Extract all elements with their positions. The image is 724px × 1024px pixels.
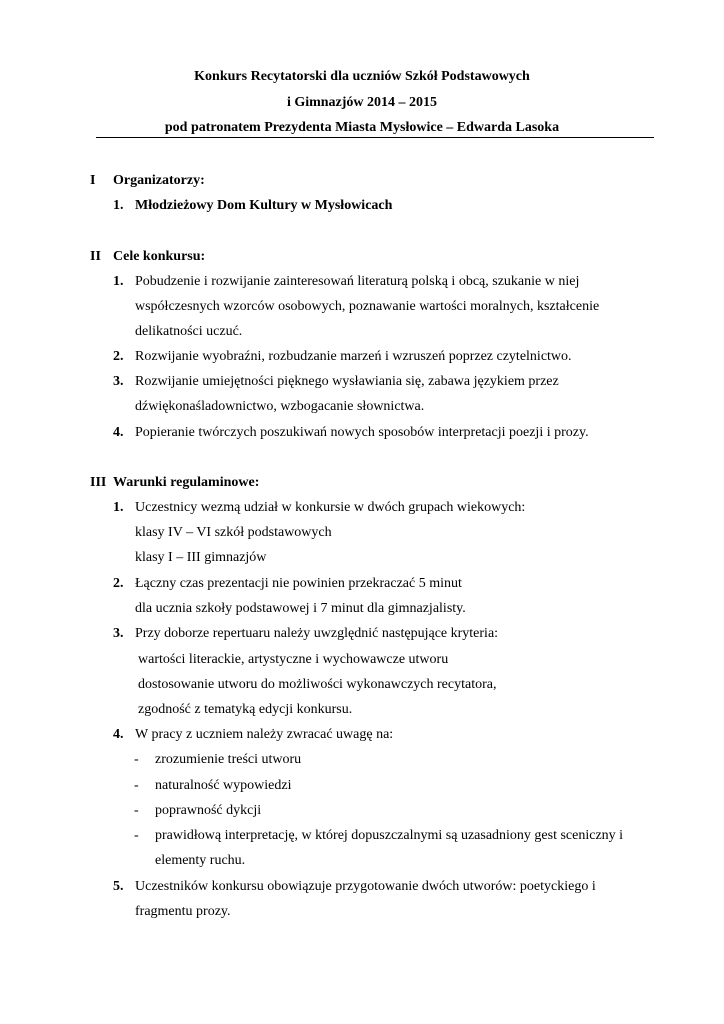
- bullet-item-2: naturalność wypowiedzi: [155, 778, 292, 793]
- section-2-item-4-line-1: Popieranie twórczych poszukiwań nowych sposobów interpretacji poezji i prozy.: [135, 425, 589, 440]
- section-3-item-5-number: 5.: [113, 879, 124, 894]
- title-line-1: Konkurs Recytatorski dla uczniów Szkół Podstawowych: [194, 69, 530, 84]
- section-2-item-2-line-1: Rozwijanie wyobraźni, rozbudzanie marzeń i wzruszeń poprzez czytelnictwo.: [135, 349, 572, 364]
- section-3-item-3-line-2: wartości literackie, artystyczne i wychowawcze utworu: [138, 652, 449, 667]
- section-2-item-2-number: 2.: [113, 349, 124, 364]
- section-3-item-3-line-4: zgodność z tematyką edycji konkursu.: [138, 702, 353, 717]
- section-3-item-3-number: 3.: [113, 626, 124, 641]
- section-2-item-3-number: 3.: [113, 374, 124, 389]
- section-3-item-2-line-2: dla ucznia szkoły podstawowej i 7 minut dla gimnazjalisty.: [135, 601, 466, 616]
- section-3-item-1-line-2: klasy IV – VI szkół podstawowych: [135, 525, 332, 540]
- bullet-item-4-line-2: elementy ruchu.: [155, 853, 246, 868]
- header-divider: [96, 137, 654, 138]
- section-2-item-1-number: 1.: [113, 274, 124, 289]
- title-line-3: pod patronatem Prezydenta Miasta Mysłowice – Edwarda Lasoka: [164, 120, 560, 135]
- section-3-item-1-number: 1.: [113, 500, 124, 515]
- section-3-item-3-line-1: Przy doborze repertuaru należy uwzględnić następujące kryteria:: [135, 626, 499, 641]
- bullet-item-3: poprawność dykcji: [155, 803, 262, 818]
- section-1-numeral: I: [90, 173, 96, 188]
- section-1-item-1-number: 1.: [113, 198, 124, 213]
- section-3-item-4-number: 4.: [113, 727, 124, 742]
- section-3-heading: Warunki regulaminowe:: [113, 475, 260, 490]
- section-3-item-1-line-1: Uczestnicy wezmą udział w konkursie w dwóch grupach wiekowych:: [135, 500, 526, 515]
- section-2-item-1-line-1: Pobudzenie i rozwijanie zainteresowań literaturą polską i obcą, szukanie w niej: [135, 274, 580, 289]
- section-2-item-1-line-3: delikatności uczuć.: [135, 324, 243, 339]
- section-1-heading: Organizatorzy:: [113, 173, 205, 188]
- section-3-item-2-line-1: Łączny czas prezentacji nie powinien przekraczać 5 minut: [135, 576, 462, 591]
- section-1-item-1: Młodzieżowy Dom Kultury w Mysłowicach: [135, 198, 393, 213]
- section-3-numeral: III: [90, 475, 107, 490]
- section-2-numeral: II: [90, 249, 101, 264]
- bullet-dash: -: [134, 778, 139, 793]
- bullet-dash: -: [134, 828, 139, 843]
- section-3-item-2-number: 2.: [113, 576, 124, 591]
- section-2-item-1-line-2: współczesnych wzorców osobowych, poznawanie wartości moralnych, kształcenie: [135, 299, 600, 314]
- section-3-item-5-line-1: Uczestników konkursu obowiązuje przygotowanie dwóch utworów: poetyckiego i: [135, 879, 596, 894]
- section-3-item-3-line-3: dostosowanie utworu do możliwości wykonawczych recytatora,: [138, 677, 497, 692]
- bullet-item-1: zrozumienie treści utworu: [155, 752, 302, 767]
- section-2-item-3-line-1: Rozwijanie umiejętności pięknego wysławiania się, zabawa językiem przez: [135, 374, 559, 389]
- section-2-item-3-line-2: dźwiękonaśladownictwo, wzbogacanie słownictwa.: [135, 399, 425, 414]
- bullet-item-4-line-1: prawidłową interpretację, w której dopuszczalnymi są uzasadniony gest sceniczny i: [155, 828, 624, 843]
- bullet-dash: -: [134, 803, 139, 818]
- section-3-item-4-line-1: W pracy z uczniem należy zwracać uwagę na:: [135, 727, 394, 742]
- section-2-item-4-number: 4.: [113, 425, 124, 440]
- section-3-item-5-line-2: fragmentu prozy.: [135, 904, 231, 919]
- bullet-dash: -: [134, 752, 139, 767]
- title-line-2: i Gimnazjów 2014 – 2015: [286, 95, 438, 110]
- section-2-heading: Cele konkursu:: [113, 249, 206, 264]
- section-3-item-1-line-3: klasy I – III gimnazjów: [135, 550, 267, 565]
